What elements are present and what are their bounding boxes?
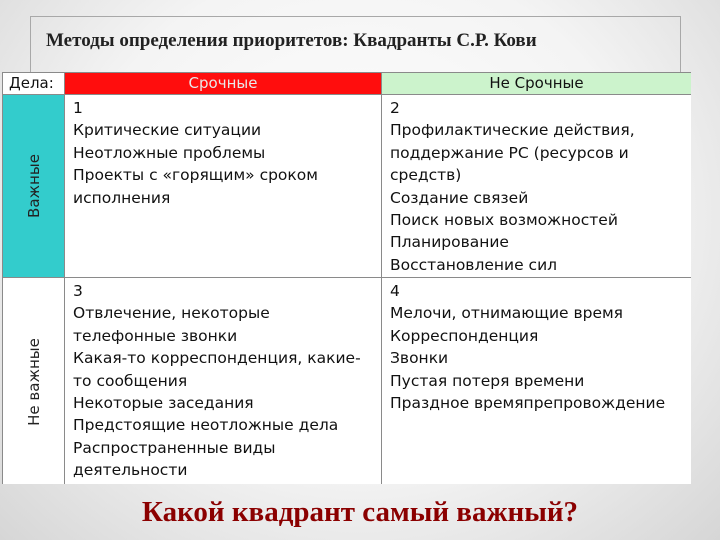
list-item: Звонки — [390, 349, 449, 368]
header-not-urgent: Не Срочные — [382, 73, 692, 95]
quadrant-number: 2 — [390, 99, 400, 117]
list-item: Проекты с «горящим» сроком исполнения — [73, 166, 318, 207]
corner-label: Дела: — [3, 73, 65, 95]
list-item: Предстоящие неотложные дела — [73, 416, 339, 435]
slide-title: Методы определения приоритетов: Квадранты С.Р. Кови — [46, 30, 537, 51]
header-row — [3, 73, 692, 95]
list-item: Восстановление сил — [390, 255, 558, 274]
list-item: Какая-то корреспонденция, какие-то сообщения — [73, 349, 361, 390]
row-label-important-text: Важные — [24, 154, 43, 218]
list-item: Пустая потеря времени — [390, 371, 585, 390]
list-item: Профилактические действия, поддержание PC (ресурсов и средств) — [390, 121, 635, 185]
question-text: Какой квадрант самый важный? — [141, 496, 579, 528]
covey-table — [2, 72, 691, 484]
list-item: Некоторые заседания — [73, 394, 254, 413]
list-item: Отвлечение, некоторые телефонные звонки — [73, 304, 270, 345]
list-item: Корреспонденция — [390, 326, 539, 345]
list-item: Неотложные проблемы — [73, 143, 266, 162]
list-item: Поиск новых возможностей — [390, 211, 618, 230]
quadrant-number: 3 — [73, 282, 83, 300]
list-item: Праздное времяпрепровождение — [390, 394, 666, 413]
quadrant-4 — [382, 278, 692, 485]
quadrant-number: 1 — [73, 99, 83, 117]
row-label-not-important-text: Не важные — [24, 338, 43, 426]
header-urgent: Срочные — [65, 73, 382, 95]
covey-matrix — [2, 72, 691, 484]
list-item: Мелочи, отнимающие время — [390, 304, 624, 323]
list-item: Распространенные виды деятельности — [73, 438, 276, 480]
list-item: Создание связей — [390, 188, 529, 207]
quadrant-2 — [382, 95, 692, 278]
quadrant-3 — [65, 278, 382, 485]
row-label-important — [3, 95, 65, 278]
title-frame-left — [30, 16, 31, 74]
quadrant-number: 4 — [390, 282, 400, 300]
list-item: Планирование — [390, 233, 509, 252]
quadrant-1 — [65, 95, 382, 278]
row-not-important — [3, 278, 692, 485]
row-label-not-important — [3, 278, 65, 485]
list-item: Критические ситуации — [73, 121, 262, 140]
row-important — [3, 95, 692, 278]
